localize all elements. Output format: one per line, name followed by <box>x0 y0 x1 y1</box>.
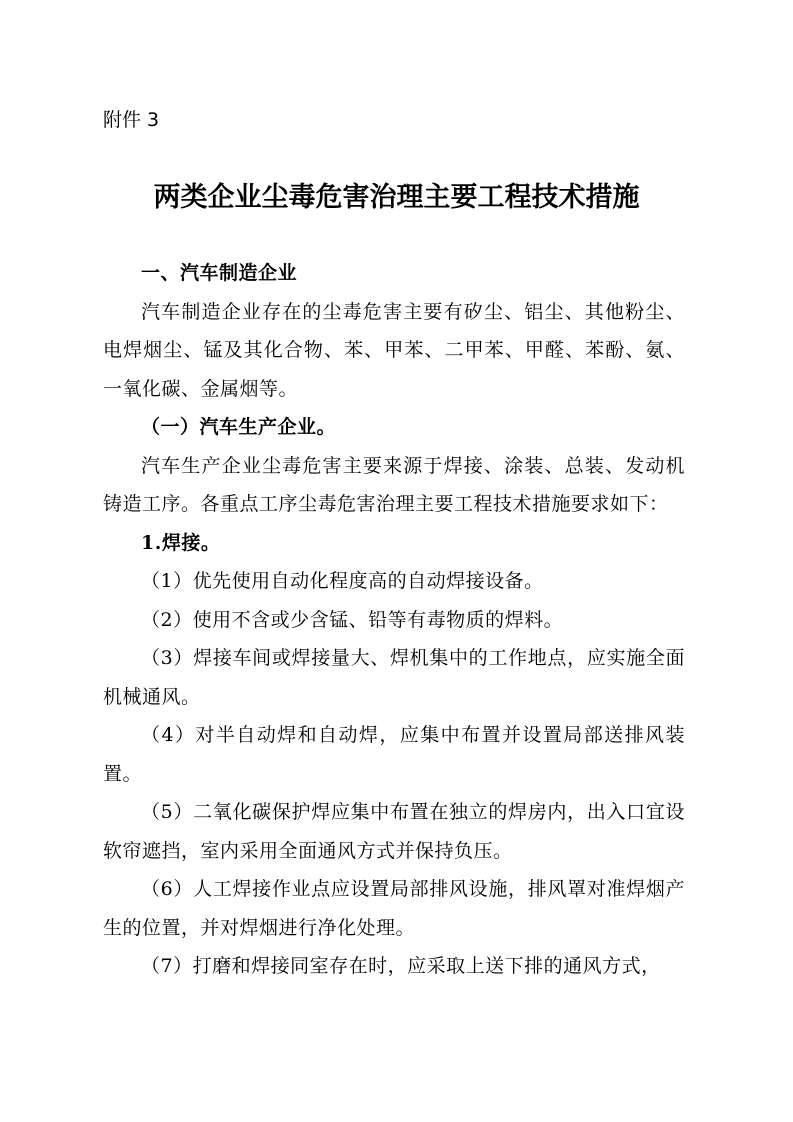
welding-measure-4: （4）对半自动焊和自动焊，应集中布置并设置局部送排风装置。 <box>103 724 685 785</box>
document-title: 两类企业尘毒危害治理主要工程技术措施 <box>153 182 640 213</box>
document-body <box>103 254 685 986</box>
attachment-label: 附件 3 <box>103 109 160 131</box>
welding-measure-3: （3）焊接车间或焊接量大、焊机集中的工作地点，应实施全面机械通风。 <box>103 647 685 708</box>
item-heading-welding: 1.焊接。 <box>141 531 221 554</box>
welding-measure-6: （6）人工焊接作业点应设置局部排风设施，排风罩对准焊烟产生的位置，并对焊烟进行净化处理。 <box>103 878 685 939</box>
welding-measure-5: （5）二氧化碳保护焊应集中布置在独立的焊房内，出入口宜设软帘遮挡，室内采用全面通风方式并保持负压。 <box>103 801 685 862</box>
section-heading-automobile-manufacturing: 一、汽车制造企业 <box>141 262 298 284</box>
welding-measure-1: （1）优先使用自动化程度高的自动焊接设备。 <box>141 570 544 592</box>
paragraph-production-sources: 汽车生产企业尘毒危害主要来源于焊接、涂装、总装、发动机铸造工序。各重点工序尘毒危害治理主要工程技术措施要求如下： <box>103 454 685 515</box>
subsection-heading-automobile-production: （一）汽车生产企业。 <box>141 416 337 438</box>
welding-measure-2: （2）使用不含或少含锰、铅等有毒物质的焊料。 <box>141 608 564 631</box>
welding-measure-7: （7）打磨和焊接同室存在时，应采取上送下排的通风方式， <box>141 955 661 977</box>
paragraph-hazards-overview: 汽车制造企业存在的尘毒危害主要有矽尘、铝尘、其他粉尘、电焊烟尘、锰及其化合物、苯、甲苯、二甲苯、甲醛、苯酚、氨、一氧化碳、金属烟等。 <box>103 300 685 400</box>
